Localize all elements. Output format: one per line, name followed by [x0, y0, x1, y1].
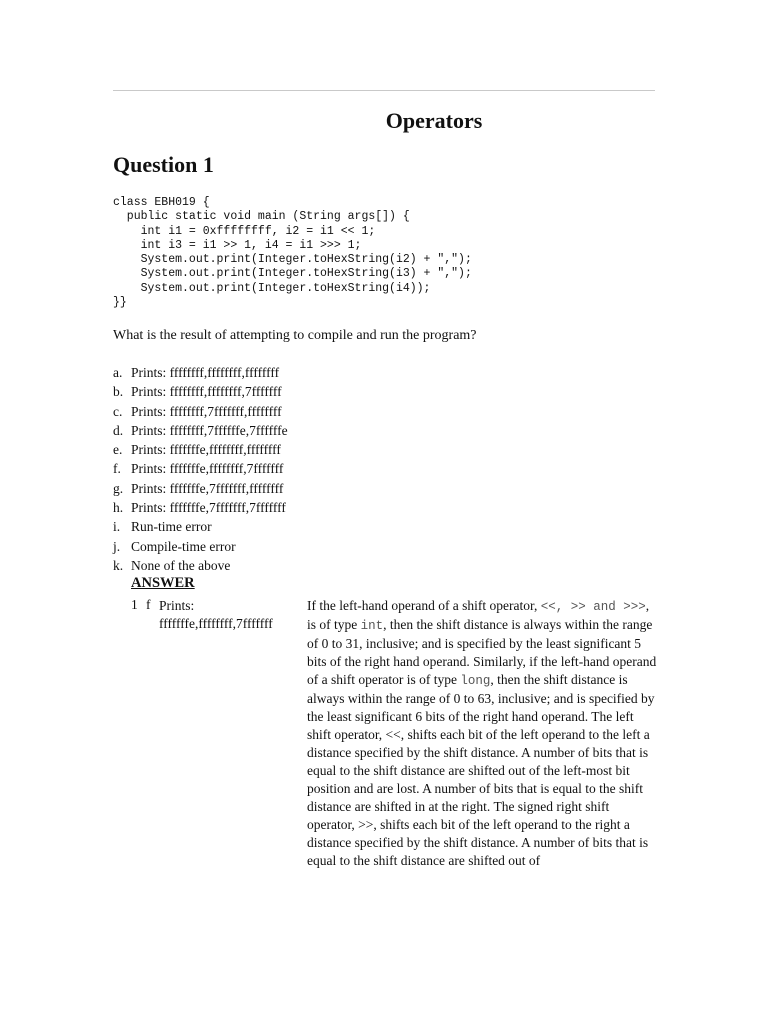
- option-letter: h.: [113, 500, 124, 516]
- code-block: [113, 196, 472, 310]
- option-text: None of the above: [131, 557, 231, 573]
- option-item: [113, 556, 288, 575]
- option-item: [113, 382, 288, 401]
- explanation-code: long: [460, 674, 491, 688]
- option-letter: e.: [113, 442, 123, 458]
- code-line: }}: [113, 296, 127, 310]
- answer-options-list: [113, 363, 288, 575]
- option-text: Prints: fffffffe,ffffffff,ffffffff: [131, 442, 281, 458]
- explanation-text: If the left-hand operand of a shift operator,: [307, 598, 541, 613]
- option-text: Prints: ffffffff,ffffffff,ffffffff: [131, 365, 280, 380]
- question-prompt: What is the result of attempting to compile and run the program?: [113, 328, 477, 343]
- answer-choice-text: Prints: fffffffe,ffffffff,7fffffff: [159, 598, 273, 631]
- explanation-code: int: [360, 619, 384, 633]
- option-item: [113, 498, 288, 517]
- explanation-text: , then the shift distance is always within the range of 0 to 63, inclusive; and is specified by the least significant 6 bits of the right hand operand. The left shift operator, <<, shifts each bit of the left operand to the left a distance specified by the shift distance. A number of bits that is equal to the shift distance are shifted out of the left-most bit position and are lost. A number of bits that is equal to the shift distance are shifted in at the right. The signed right shift operator, >>, shifts each bit of the left operand to the right a distance specified by the shift distance. A number of bits that is equal to the shift distance are shifted out of: [307, 672, 655, 868]
- explanation-text: , is of type: [307, 598, 650, 632]
- option-text: Run-time error: [131, 519, 212, 535]
- answer-explanation: [307, 597, 659, 870]
- option-letter: a.: [113, 365, 123, 380]
- code-line: System.out.print(Integer.toHexString(i4));: [113, 281, 431, 295]
- option-item: [113, 517, 288, 536]
- option-item: [113, 421, 288, 440]
- code-line: public static void main (String args[]) {: [113, 210, 410, 224]
- option-letter: i.: [113, 519, 121, 535]
- code-line: System.out.print(Integer.toHexString(i2) + ",");: [113, 253, 472, 267]
- explanation-text: , then the shift distance is always within the range of 0 to 31, inclusive; and is specified by the least significant 5 bits of the right hand operand. Similarly, if the left-hand operand of a shift operator is of type: [307, 617, 657, 687]
- option-item: [113, 459, 288, 478]
- option-text: Prints: ffffffff,ffffffff,7fffffff: [131, 384, 282, 400]
- option-letter: g.: [113, 480, 124, 496]
- option-text: Prints: fffffffe,7fffffff,7fffffff: [131, 500, 286, 516]
- option-letter: k.: [113, 557, 124, 573]
- option-letter: c.: [113, 403, 123, 419]
- explanation-code: <<, >> and >>>: [540, 600, 646, 614]
- code-line: class EBH019 {: [113, 196, 210, 209]
- option-text: Prints: fffffffe,7fffffff,ffffffff: [131, 480, 284, 496]
- section-title: Operators: [385, 108, 483, 133]
- code-line: int i3 = i1 >> 1, i4 = i1 >>> 1;: [113, 238, 362, 252]
- option-item: [113, 363, 288, 382]
- answer-heading: ANSWER: [131, 575, 195, 591]
- option-letter: d.: [113, 422, 124, 438]
- question-title: Question 1: [113, 152, 214, 177]
- code-line: int i1 = 0xffffffff, i2 = i1 << 1;: [113, 224, 376, 238]
- option-text: Prints: fffffffe,ffffffff,7fffffff: [131, 461, 284, 477]
- option-letter: j.: [113, 538, 121, 554]
- option-item: [113, 479, 288, 498]
- answer-letter: f: [146, 597, 151, 612]
- option-item: [113, 440, 288, 459]
- option-text: Compile-time error: [131, 538, 236, 554]
- answer-number: 1: [131, 597, 138, 612]
- option-item: [113, 537, 288, 556]
- option-item: [113, 402, 288, 421]
- option-letter: b.: [113, 384, 124, 400]
- option-text: Prints: ffffffff,7ffffffe,7ffffffe: [131, 422, 288, 438]
- top-divider: [113, 90, 655, 91]
- option-text: Prints: ffffffff,7fffffff,ffffffff: [131, 403, 282, 419]
- option-letter: f.: [113, 461, 121, 477]
- code-line: System.out.print(Integer.toHexString(i3) + ",");: [113, 267, 472, 281]
